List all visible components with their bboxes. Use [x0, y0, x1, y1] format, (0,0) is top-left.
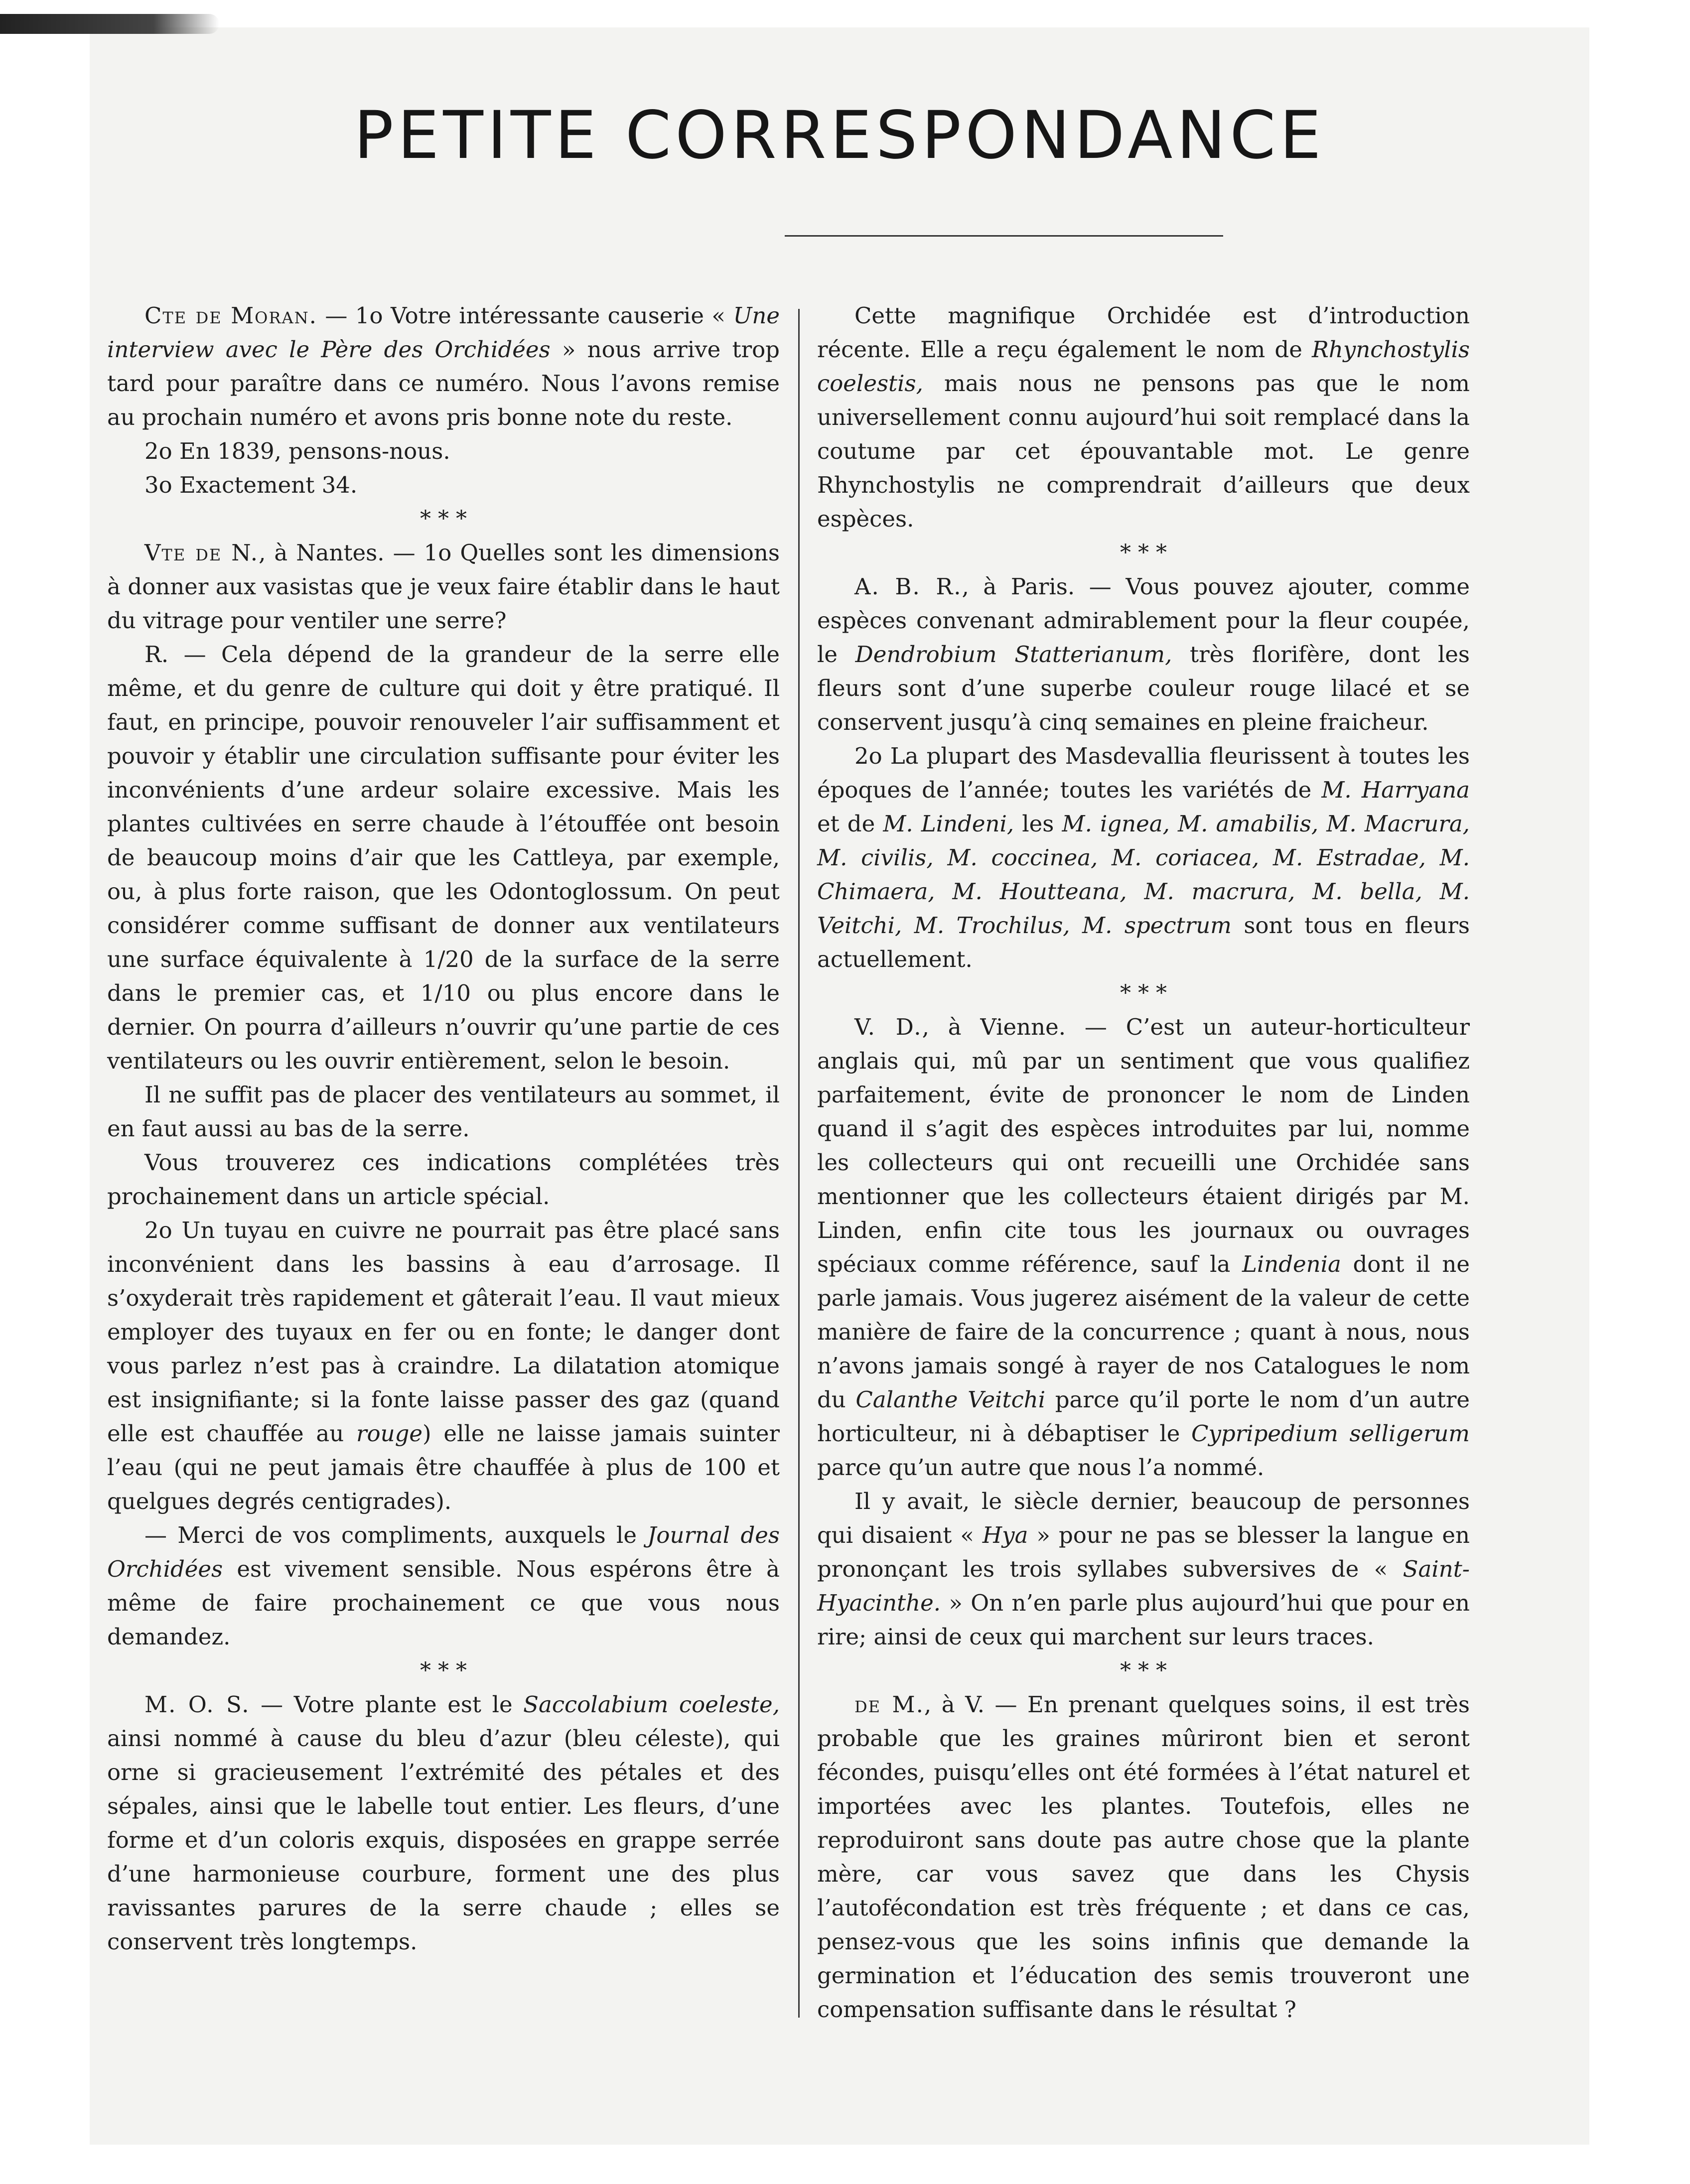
correspondent-name: de M. — [854, 1691, 924, 1718]
moran-answer-2: 2o En 1839, pensons-nous. — [144, 438, 450, 464]
section-separator: * * * — [420, 1658, 467, 1683]
nantes-answer-3: Vous trouverez ces indications complétées très prochainement dans un article spécial. — [107, 1149, 780, 1210]
correspondent-name: M. O. S. — [144, 1691, 250, 1718]
vienne-paragraph: V. D., à Vienne. — C’est un auteur-horticulteur anglais qui, mû par un sentiment que vous qualifiez parfaitement, évite de prononcer le nom de Linden quand il s’agit des espèces introduites par lui, nomme les collecteurs qui ont recueilli une Orchidée sans mentionner que les collecteurs étaient dirigés par M. Linden, enfin cite tous les journaux ou ouvrages spéciaux comme référence, sauf la Lindenia dont il ne parle jamais. Vous jugerez aisément de la valeur de cette manière de faire de la concurrence ; quant à nous, nous n’avons jamais songé à rayer de nos Catalogues le nom du Calanthe Veitchi parce qu’il porte le nom d’un autre horticulteur, ni à débaptiser le Cypripedium selligerum parce qu’un autre que nous l’a nommé. — [817, 1014, 1470, 1481]
nantes-answer-1: R. — Cela dépend de la grandeur de la serre elle même, et du genre de culture qui doit y être pratiqué. Il faut, en principe, pouvoir renouveler l’air suffisamment et pouvoir y établir une circulation suffisante pour éviter les inconvénients d’une ardeur solaire excessive. Mais les plantes cultivées en serre chaude à l’étouffée ont besoin de beaucoup moins d’air que les Cattleya, par exemple, ou, à plus forte raison, que les Odontoglossum. On peut considérer comme suffisant de donner aux ventilateurs une surface équivalente à 1/20 de la surface de la serre dans le premier cas, et 1/10 ou plus encore dans le dernier. On pourra d’ailleurs n’ouvrir qu’une partie de ces ventilateurs ou les ouvrir entièrement, selon le besoin. — [107, 641, 780, 1074]
nantes-answer-5: — Merci de vos compliments, auxquels le Journal des Orchidées est vivement sensible. Nous espérons être à même de faire prochainement ce que vous nous demandez. — [107, 1522, 780, 1650]
nantes-question: Vte de N., à Nantes. — 1o Quelles sont les dimensions à donner aux vasistas que je veux faire établir dans le haut du vitrage pour ventiler une serre? — [107, 540, 780, 634]
moran-paragraph: Cte de Moran. — 1o Votre intéressante causerie « Une interview avec le Père des Orchidées » nous arrive trop tard pour paraître dans ce numéro. Nous l’avons remise au prochain numéro et avons pris bonne note du reste. — [107, 302, 780, 430]
section-separator: * * * — [1120, 1658, 1167, 1683]
scan-edge-mark — [0, 14, 219, 34]
title-rule — [785, 235, 1223, 237]
correspondent-name: Cte de Moran. — [144, 302, 317, 329]
correspondent-name: A. B. R. — [854, 573, 962, 600]
moran-answer-3: 3o Exactement 34. — [144, 472, 358, 498]
page-title: PETITE CORRESPONDANCE — [354, 97, 1325, 174]
mos-paragraph: M. O. S. — Votre plante est le Saccolabium coeleste, ainsi nommé à cause du bleu d’azur (bleu céleste), qui orne si gracieusement l’extrémité des pétales et des sépales, ainsi que le labelle tout entier. Les fleurs, d’une forme et d’un coloris exquis, disposées en grappe serrée d’une harmonieuse courbure, forment une des plus ravissantes parures de la serre chaude ; elles se conservent très longtemps. — [107, 1691, 780, 1955]
dem-paragraph: de M., à V. — En prenant quelques soins, il est très probable que les graines mûriront bien et seront fécondes, puisqu’elles ont été formées à l’état naturel et importées avec les plantes. Toutefois, elles ne reproduiront sans doute pas autre chose que la plante mère, car vous savez que dans les Chysis l’autofécondation est très fréquente ; et dans ce cas, pensez-vous que les soins infinis que demande la germination et l’éducation des semis trouveront une compensation suffisante dans le résultat ? — [817, 1691, 1470, 2023]
abr-paragraph: A. B. R., à Paris. — Vous pouvez ajouter, comme espèces convenant admirablement pour la fleur coupée, le Dendrobium Statterianum, très florifère, dont les fleurs sont d’une superbe couleur rouge lilacé et se conservent jusqu’à cinq semaines en pleine fraicheur. — [817, 573, 1470, 735]
continuation-paragraph: Cette magnifique Orchidée est d’introduction récente. Elle a reçu également le nom de Rhynchostylis coelestis, mais nous ne pensons pas que le nom universellement connu aujourd’hui soit remplacé dans la coutume par cet épouvantable mot. Le genre Rhynchostylis ne comprendrait d’ailleurs que deux espèces. — [817, 302, 1470, 532]
section-separator: * * * — [1120, 540, 1167, 565]
correspondent-name: Vte de N. — [144, 540, 259, 566]
nantes-answer-4: 2o Un tuyau en cuivre ne pourrait pas être placé sans inconvénient dans les bassins à eau d’arrosage. Il s’oxyderait très rapidement et gâterait l’eau. Il vaut mieux employer des tuyaux en fer ou en fonte; le danger dont vous parlez n’est pas à craindre. La dilatation atomique est insignifiante; si la fonte laisse passer des gaz (quand elle est chauffée au rouge) elle ne laisse jamais suinter l’eau (qui ne peut jamais être chauffée à plus de 100 et quelgues degrés centigrades). — [107, 1217, 780, 1514]
left-column — [107, 299, 780, 1959]
nantes-answer-2: Il ne suffit pas de placer des ventilateurs au sommet, il en faut aussi au bas de la serre. — [107, 1082, 780, 1142]
section-separator: * * * — [1120, 980, 1167, 1006]
column-divider — [798, 309, 800, 2018]
section-separator: * * * — [420, 506, 467, 532]
abr-paragraph-2: 2o La plupart des Masdevallia fleurissent à toutes les époques de l’année; toutes les variétés de M. Harryana et de M. Lindeni, les M. ignea, M. amabilis, M. Macrura, M. civilis, M. coccinea, M. coriacea, M. Estradae, M. Chimaera, M. Houtteana, M. macrura, M. bella, M. Veitchi, M. Trochilus, M. spectrum sont tous en fleurs actuellement. — [817, 743, 1470, 972]
vienne-paragraph-2: Il y avait, le siècle dernier, beaucoup de personnes qui disaient « Hya » pour ne pas se blesser la langue en prononçant les trois syllabes subversives de « Saint-Hyacinthe. » On n’en parle plus aujourd’hui que pour en rire; ainsi de ceux qui marchent sur leurs traces. — [817, 1488, 1470, 1650]
correspondent-name: V. D. — [854, 1014, 922, 1040]
right-column — [817, 299, 1470, 2027]
